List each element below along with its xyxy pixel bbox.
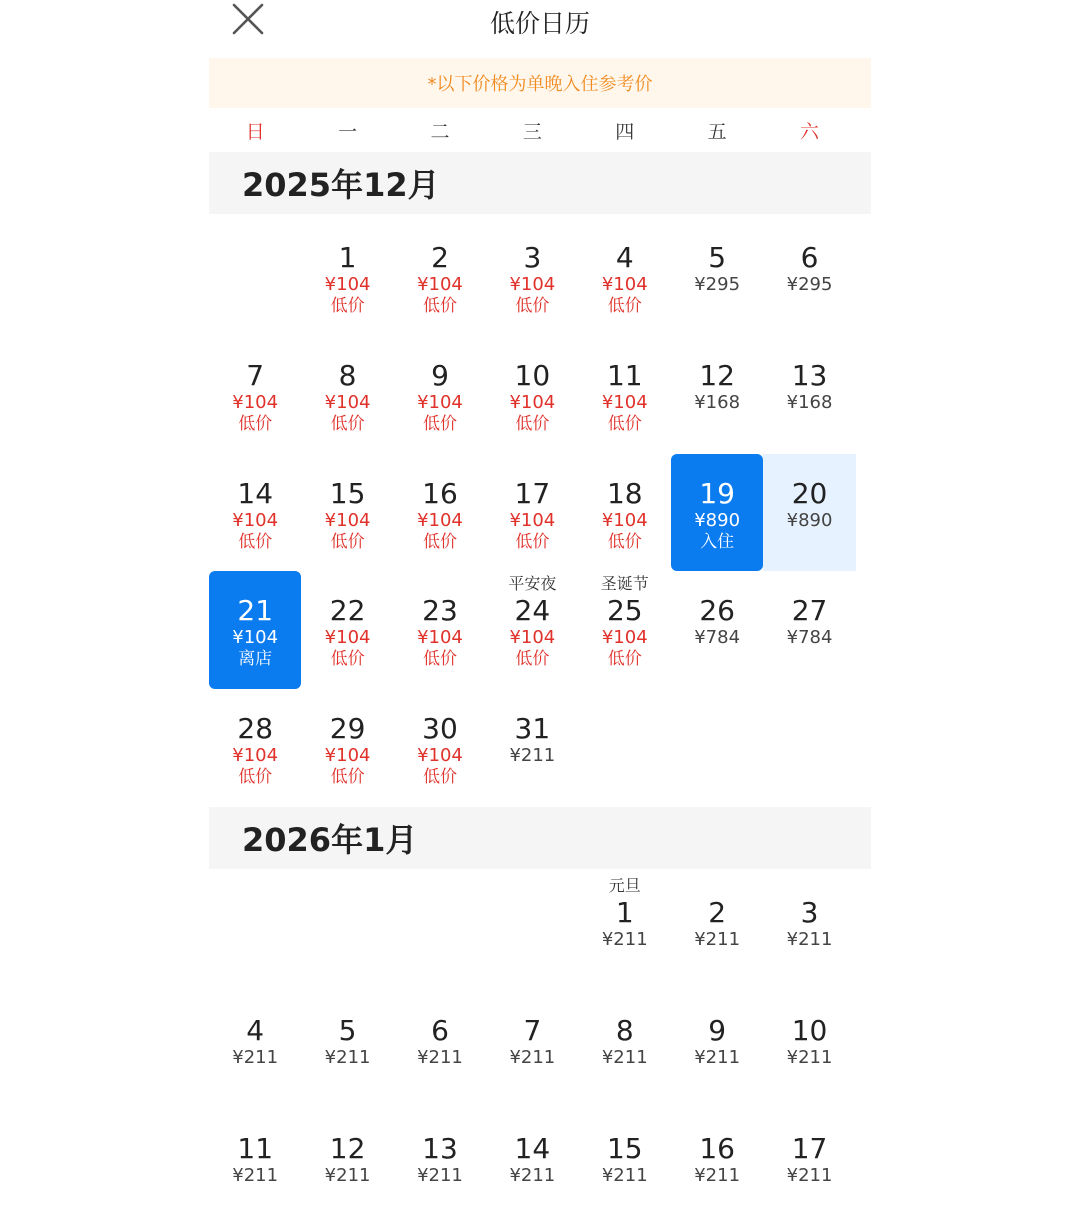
day-price: ¥104 — [324, 745, 371, 767]
day-cell[interactable] — [301, 571, 393, 689]
day-cell[interactable] — [486, 1109, 578, 1226]
day-number: 16 — [699, 1131, 735, 1165]
day-number: 14 — [237, 476, 274, 510]
day-number: 15 — [606, 1131, 643, 1165]
empty-cell — [486, 873, 578, 991]
day-number: 17 — [791, 1131, 828, 1165]
day-price: ¥211 — [601, 928, 648, 950]
low-price-tag: 低价 — [330, 413, 365, 434]
day-price: ¥104 — [232, 391, 279, 413]
empty-cell — [394, 873, 486, 991]
day-number: 8 — [615, 1013, 634, 1047]
low-price-tag: 低价 — [515, 649, 550, 670]
day-price: ¥211 — [786, 1164, 833, 1186]
day-cell[interactable] — [763, 336, 855, 454]
day-price: ¥211 — [232, 1164, 279, 1186]
weekday-label: 三 — [522, 120, 542, 143]
festival-label: 元旦 — [608, 875, 641, 895]
day-cell[interactable] — [301, 336, 393, 454]
day-cell[interactable] — [301, 454, 393, 572]
day-cell[interactable] — [671, 218, 763, 336]
day-number: 4 — [615, 241, 634, 274]
day-number: 9 — [431, 358, 449, 392]
day-number: 7 — [523, 1013, 542, 1047]
day-cell[interactable] — [301, 1109, 393, 1226]
day-number: 11 — [237, 1131, 274, 1165]
day-cell[interactable] — [209, 336, 301, 454]
day-cell[interactable] — [763, 571, 855, 689]
day-number: 16 — [422, 476, 458, 510]
day-number: 30 — [422, 712, 458, 746]
checkout-day-cell[interactable] — [209, 571, 301, 689]
day-number: 10 — [791, 1013, 828, 1047]
day-cell[interactable] — [763, 991, 855, 1109]
day-number: 31 — [514, 712, 551, 746]
day-price: ¥211 — [509, 745, 556, 767]
day-number: 12 — [699, 358, 735, 392]
day-price: ¥211 — [694, 928, 741, 950]
price-notice: *以下价格为单晚入住参考价 — [209, 58, 871, 108]
day-price: ¥295 — [786, 274, 833, 295]
day-number: 5 — [708, 241, 727, 274]
month-list — [209, 152, 871, 1226]
low-price-tag: 低价 — [607, 649, 642, 670]
weekday-label: 五 — [707, 120, 727, 143]
day-price: ¥295 — [694, 274, 741, 295]
day-number: 5 — [338, 1013, 357, 1047]
calendar-panel — [209, 0, 871, 1216]
day-number: 19 — [699, 476, 735, 510]
day-price: ¥104 — [417, 627, 463, 649]
status-tag: 入住 — [700, 531, 735, 552]
day-number: 13 — [791, 358, 828, 392]
day-price: ¥104 — [324, 391, 371, 413]
day-number: 2 — [708, 895, 727, 929]
low-price-tag: 低价 — [238, 413, 273, 434]
day-cell[interactable] — [579, 571, 671, 689]
day-number: 1 — [338, 241, 357, 274]
day-price: ¥211 — [324, 1164, 371, 1186]
day-cell[interactable] — [394, 1109, 486, 1226]
day-price: ¥104 — [509, 274, 556, 295]
low-price-tag: 低价 — [422, 296, 457, 316]
day-price: ¥211 — [786, 928, 833, 950]
low-price-tag: 低价 — [607, 413, 642, 434]
festival-label: 圣诞节 — [600, 574, 649, 594]
day-cell[interactable] — [209, 1109, 301, 1226]
day-price: ¥104 — [601, 627, 648, 649]
page-title: 低价日历 — [489, 9, 590, 38]
day-cell[interactable] — [486, 336, 578, 454]
day-number: 17 — [514, 476, 551, 510]
day-number: 11 — [606, 358, 643, 392]
day-number: 3 — [523, 241, 542, 274]
day-number: 29 — [329, 712, 366, 746]
low-price-tag: 低价 — [607, 296, 642, 316]
day-cell[interactable] — [763, 1109, 855, 1226]
day-cell[interactable] — [671, 336, 763, 454]
low-price-tag: 低价 — [515, 531, 550, 552]
day-number: 21 — [237, 594, 274, 628]
day-cell[interactable] — [579, 1109, 671, 1226]
day-grid — [209, 869, 871, 1226]
day-price: ¥211 — [417, 1046, 463, 1068]
day-price: ¥104 — [601, 391, 648, 413]
low-price-tag: 低价 — [515, 296, 550, 316]
day-price: ¥104 — [509, 509, 556, 531]
day-number: 1 — [615, 895, 634, 929]
day-number: 24 — [514, 594, 551, 628]
day-number: 23 — [422, 594, 458, 628]
empty-cell — [301, 873, 393, 991]
day-price: ¥890 — [786, 509, 833, 531]
day-price: ¥104 — [324, 274, 371, 295]
day-cell[interactable] — [579, 336, 671, 454]
day-number: 10 — [514, 358, 551, 392]
day-price: ¥104 — [509, 627, 556, 649]
day-grid — [209, 214, 871, 807]
day-cell[interactable] — [486, 454, 578, 572]
day-cell[interactable] — [763, 873, 855, 991]
low-price-tag: 低价 — [422, 649, 457, 670]
weekday-label: 二 — [430, 120, 450, 143]
low-price-tag: 低价 — [422, 531, 457, 552]
day-price: ¥211 — [417, 1164, 463, 1186]
day-cell[interactable] — [579, 873, 671, 991]
day-price: ¥211 — [509, 1046, 556, 1068]
low-price-tag: 低价 — [330, 767, 365, 788]
weekday-row — [209, 108, 871, 152]
day-cell[interactable] — [671, 1109, 763, 1226]
day-number: 9 — [708, 1013, 727, 1047]
day-number: 22 — [329, 594, 366, 628]
day-cell[interactable] — [301, 991, 393, 1109]
day-price: ¥104 — [417, 274, 463, 295]
weekday-label: 日 — [245, 120, 265, 143]
header — [209, 0, 871, 58]
empty-cell — [209, 218, 301, 336]
day-price: ¥104 — [232, 627, 279, 649]
day-number: 12 — [329, 1131, 366, 1165]
day-number: 26 — [699, 594, 735, 628]
day-price: ¥104 — [324, 627, 371, 649]
day-cell[interactable] — [763, 454, 855, 572]
day-cell[interactable] — [209, 689, 301, 807]
day-cell[interactable] — [763, 218, 855, 336]
day-price: ¥104 — [232, 745, 279, 767]
status-tag: 离店 — [238, 649, 273, 670]
day-number: 4 — [246, 1013, 265, 1047]
day-price: ¥104 — [417, 509, 463, 531]
day-cell[interactable] — [301, 218, 393, 336]
day-cell[interactable] — [579, 991, 671, 1109]
day-price: ¥104 — [417, 391, 463, 413]
day-price: ¥890 — [694, 509, 741, 531]
low-price-tag: 低价 — [422, 767, 457, 788]
day-price: ¥211 — [786, 1046, 833, 1068]
day-price: ¥104 — [601, 509, 648, 531]
low-price-tag: 低价 — [422, 413, 457, 434]
day-cell[interactable] — [394, 991, 486, 1109]
month-section — [209, 152, 871, 807]
day-number: 15 — [329, 476, 366, 510]
day-number: 8 — [338, 358, 357, 392]
day-number: 18 — [606, 476, 643, 510]
day-price: ¥104 — [601, 274, 648, 295]
day-price: ¥211 — [694, 1164, 741, 1186]
low-price-tag: 低价 — [330, 649, 365, 670]
day-price: ¥211 — [694, 1046, 741, 1068]
day-cell[interactable] — [671, 571, 763, 689]
day-cell[interactable] — [671, 991, 763, 1109]
day-price: ¥104 — [324, 509, 371, 531]
day-cell[interactable] — [486, 218, 578, 336]
day-price: ¥211 — [601, 1046, 648, 1068]
day-number: 28 — [237, 712, 274, 746]
low-price-tag: 低价 — [330, 296, 365, 316]
day-price: ¥211 — [324, 1046, 371, 1068]
low-price-tag: 低价 — [238, 531, 273, 552]
day-number: 25 — [606, 594, 643, 628]
low-price-tag: 低价 — [330, 531, 365, 552]
empty-cell — [209, 873, 301, 991]
day-price: ¥784 — [694, 627, 741, 649]
day-cell[interactable] — [394, 218, 486, 336]
day-cell[interactable] — [301, 689, 393, 807]
day-cell[interactable] — [394, 336, 486, 454]
festival-label: 平安夜 — [508, 574, 557, 594]
day-number: 27 — [791, 594, 828, 628]
day-cell[interactable] — [579, 218, 671, 336]
day-cell[interactable] — [486, 571, 578, 689]
day-number: 7 — [246, 358, 265, 392]
day-price: ¥104 — [232, 509, 279, 531]
day-cell[interactable] — [394, 689, 486, 807]
day-price: ¥211 — [601, 1164, 648, 1186]
day-price: ¥211 — [509, 1164, 556, 1186]
weekday-label: 六 — [800, 120, 820, 143]
day-cell[interactable] — [209, 454, 301, 572]
day-cell[interactable] — [209, 991, 301, 1109]
day-number: 6 — [800, 241, 819, 274]
low-price-tag: 低价 — [515, 413, 550, 434]
day-price: ¥104 — [509, 391, 556, 413]
day-number: 20 — [791, 476, 828, 510]
day-price: ¥168 — [694, 391, 741, 413]
month-section — [209, 807, 871, 1226]
day-number: 6 — [431, 1013, 449, 1047]
month-title: 2025年12月 — [209, 152, 871, 214]
day-number: 2 — [431, 241, 449, 274]
low-price-tag: 低价 — [607, 531, 642, 552]
weekday-label: 四 — [615, 120, 635, 143]
day-cell[interactable] — [671, 873, 763, 991]
day-price: ¥784 — [786, 627, 833, 649]
day-cell[interactable] — [394, 571, 486, 689]
day-cell[interactable] — [486, 991, 578, 1109]
day-number: 13 — [422, 1131, 458, 1165]
day-price: ¥211 — [232, 1046, 279, 1068]
month-title: 2026年1月 — [209, 807, 871, 869]
weekday-label: 一 — [338, 120, 358, 143]
day-price: ¥168 — [786, 391, 833, 413]
day-number: 3 — [800, 895, 819, 929]
low-price-tag: 低价 — [238, 767, 273, 788]
day-cell[interactable] — [579, 454, 671, 572]
checkin-day-cell[interactable] — [671, 454, 763, 572]
day-cell[interactable] — [486, 689, 578, 807]
day-cell[interactable] — [394, 454, 486, 572]
day-price: ¥104 — [417, 745, 463, 767]
day-number: 14 — [514, 1131, 551, 1165]
